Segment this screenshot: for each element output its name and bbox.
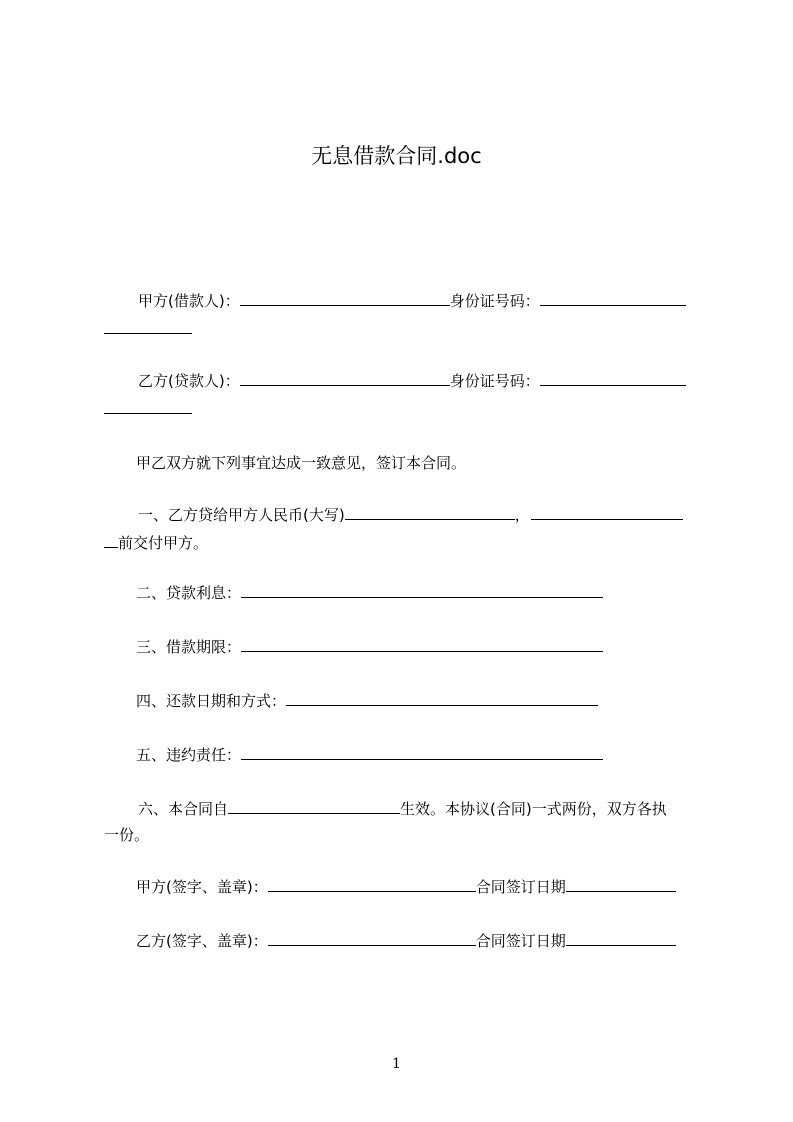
clause-1-date-blank-continued[interactable] xyxy=(104,531,118,548)
signature-b-blank[interactable] xyxy=(268,929,476,946)
party-a-id-label: 身份证号码： xyxy=(449,292,540,310)
repayment-blank[interactable] xyxy=(286,689,598,706)
interest-blank[interactable] xyxy=(241,581,603,598)
intro-text: 甲乙双方就下列事宜达成一致意见，签订本合同。 xyxy=(136,454,467,472)
signature-a-blank[interactable] xyxy=(268,875,476,892)
party-a-name-blank[interactable] xyxy=(240,289,450,306)
liability-blank[interactable] xyxy=(241,743,603,760)
clause-3-line xyxy=(104,634,704,660)
clause-6-line-2 xyxy=(104,822,704,848)
signature-b-line xyxy=(104,928,704,954)
party-b-id-blank[interactable] xyxy=(540,369,686,386)
signature-a-label: 甲方(签字、盖章)： xyxy=(136,878,268,896)
clause-6-prefix: 六、本合同自 xyxy=(138,800,229,818)
party-a-id-blank-continued[interactable] xyxy=(104,333,192,334)
clause-1-comma: ， xyxy=(514,506,530,524)
party-b-line xyxy=(104,368,704,394)
clause-1-suffix: 前交付甲方。 xyxy=(118,534,209,552)
clause-4-label: 四、还款日期和方式： xyxy=(136,692,287,710)
effective-date-blank[interactable] xyxy=(228,797,400,814)
intro-paragraph xyxy=(104,450,704,476)
clause-1-date-blank[interactable] xyxy=(531,503,683,520)
party-a-line xyxy=(104,288,704,314)
clause-4-line xyxy=(104,688,704,714)
party-a-id-blank[interactable] xyxy=(540,289,686,306)
clause-3-label: 三、借款期限： xyxy=(136,638,242,656)
signature-b-label: 乙方(签字、盖章)： xyxy=(136,932,268,950)
party-a-label: 甲方(借款人)： xyxy=(138,292,240,310)
signature-a-line xyxy=(104,874,704,900)
signature-b-date-label: 合同签订日期 xyxy=(475,932,566,950)
term-blank[interactable] xyxy=(241,635,603,652)
clause-1-prefix: 一、乙方贷给甲方人民币(大写) xyxy=(138,506,345,524)
clause-6-end: 一份。 xyxy=(104,826,150,844)
signature-b-date-blank[interactable] xyxy=(566,929,676,946)
clause-1-line xyxy=(104,502,704,528)
clause-1-amount-blank[interactable] xyxy=(345,503,515,520)
party-b-name-blank[interactable] xyxy=(240,369,450,386)
party-b-label: 乙方(贷款人)： xyxy=(138,372,240,390)
clause-6-line xyxy=(104,796,704,822)
party-b-id-label: 身份证号码： xyxy=(449,372,540,390)
clause-1-line-2 xyxy=(104,530,704,556)
signature-a-date-blank[interactable] xyxy=(566,875,676,892)
clause-6-middle: 生效。本协议(合同)一式两份，双方各执 xyxy=(400,800,667,818)
clause-2-label: 二、贷款利息： xyxy=(136,584,242,602)
clause-2-line xyxy=(104,580,704,606)
signature-a-date-label: 合同签订日期 xyxy=(475,878,566,896)
party-b-id-blank-continued[interactable] xyxy=(104,413,192,414)
clause-5-line xyxy=(104,742,704,768)
document-title: 无息借款合同.doc xyxy=(311,144,482,168)
clause-5-label: 五、违约责任： xyxy=(136,746,242,764)
page-number: 1 xyxy=(392,1056,401,1072)
